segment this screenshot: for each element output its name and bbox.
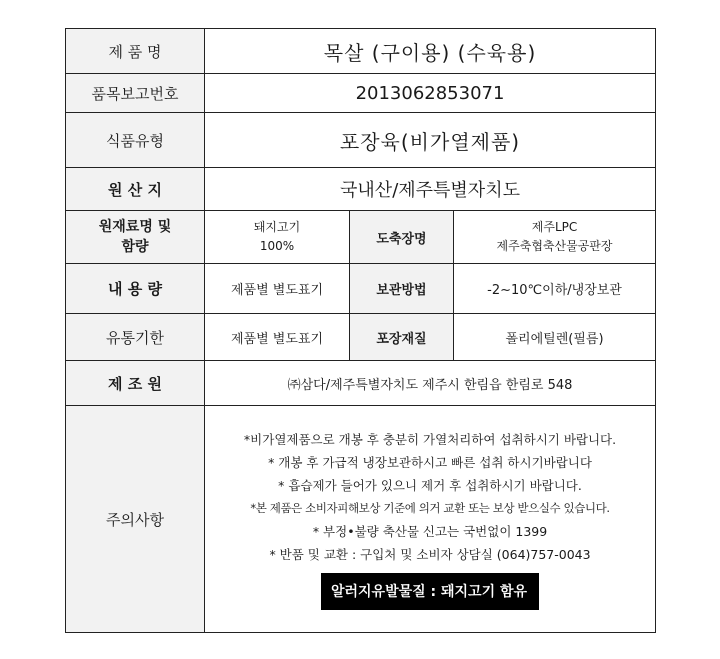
ingredients-value-line1: 돼지고기: [253, 220, 301, 234]
row-manufacturer: [66, 361, 656, 406]
caution-line: * 흡습제가 들어가 있으니 제거 후 섭취하시기 바랍니다.: [278, 478, 582, 493]
caution-line: *본 제품은 소비자피해보상 기준에 의거 교환 또는 보상 받으실수 있습니다.: [250, 501, 610, 515]
caution-line: *비가열제품으로 개봉 후 충분히 가열처리하여 섭취하시기 바랍니다.: [243, 432, 617, 447]
row-origin: [66, 168, 656, 211]
row-caution: [66, 406, 656, 633]
storage-label: 보관방법: [350, 264, 454, 314]
storage-value: -2~10℃이하/냉장보관: [454, 264, 656, 314]
caution-notes: [205, 406, 656, 633]
slaughter-value-line2: 제주축협축산물공판장: [496, 239, 613, 253]
origin-label: 원 산 지: [66, 168, 205, 211]
allergy-badge: 알러지유발물질 : 돼지고기 함유: [321, 573, 539, 610]
row-expiry: [66, 314, 656, 361]
caution-label: 주의사항: [66, 406, 205, 633]
packaging-label: 포장재질: [350, 314, 454, 361]
product-name-value: 목살 (구이용) (수육용): [205, 29, 656, 74]
row-report-no: [66, 74, 656, 113]
content-label: 내 용 량: [66, 264, 205, 314]
ingredients-value: [205, 211, 350, 264]
ingredients-value-line2: 100%: [259, 239, 295, 253]
slaughter-value: [454, 211, 656, 264]
ingredients-label-line1: 원재료명 및: [98, 219, 172, 235]
row-ingredients: [66, 211, 656, 264]
food-type-value: 포장육(비가열제품): [205, 113, 656, 168]
ingredients-label: [66, 211, 205, 264]
expiry-value: 제품별 별도표기: [205, 314, 350, 361]
report-no-value: 2013062853071: [205, 74, 656, 113]
manufacturer-label: 제 조 원: [66, 361, 205, 406]
expiry-label: 유통기한: [66, 314, 205, 361]
row-product-name: [66, 29, 656, 74]
caution-line: * 개봉 후 가급적 냉장보관하시고 빠른 섭취 하시기바랍니다: [268, 455, 592, 470]
caution-line: * 반품 및 교환 : 구입처 및 소비자 상담실 (064)757-0043: [269, 547, 591, 562]
origin-value: 국내산/제주특별자치도: [205, 168, 656, 211]
product-name-label: 제 품 명: [66, 29, 205, 74]
row-food-type: [66, 113, 656, 168]
product-info-table: [65, 28, 656, 633]
manufacturer-value: ㈜삼다/제주특별자치도 제주시 한림읍 한림로 548: [205, 361, 656, 406]
slaughter-value-line1: 제주LPC: [531, 220, 578, 234]
content-value: 제품별 별도표기: [205, 264, 350, 314]
ingredients-label-line2: 함량: [121, 239, 149, 255]
slaughter-label: 도축장명: [350, 211, 454, 264]
food-type-label: 식품유형: [66, 113, 205, 168]
packaging-value: 폴리에틸렌(필름): [454, 314, 656, 361]
row-content: [66, 264, 656, 314]
report-no-label: 품목보고번호: [66, 74, 205, 113]
caution-line: * 부정•불량 축산물 신고는 국번없이 1399: [312, 524, 548, 539]
